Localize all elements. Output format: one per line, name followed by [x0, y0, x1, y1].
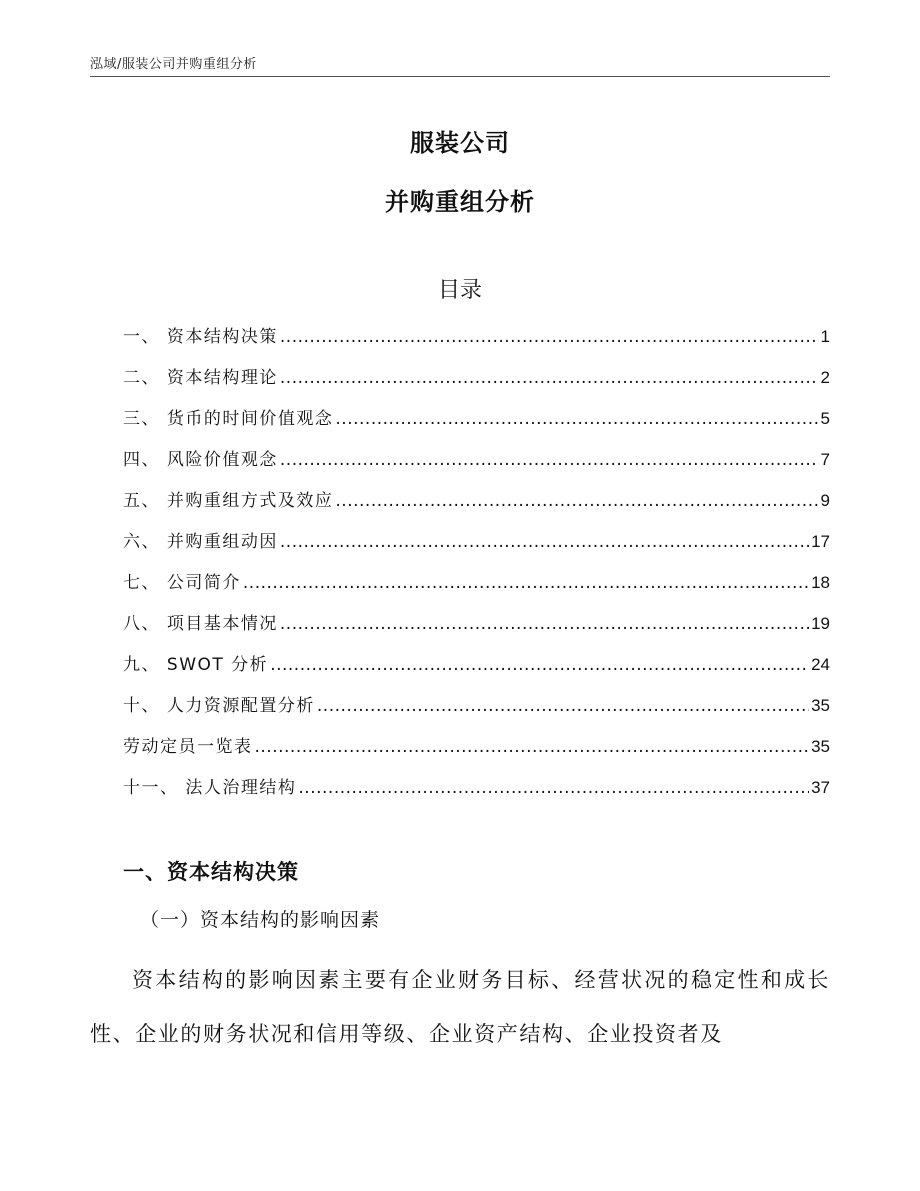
toc-entry[interactable] — [123, 649, 830, 690]
toc-entry-page: 37 — [811, 778, 830, 797]
toc-entry-label: 五、 并购重组方式及效应 — [123, 491, 334, 511]
toc-entry-label: 二、 资本结构理论 — [123, 368, 278, 388]
toc-entry[interactable] — [123, 567, 830, 608]
toc-leader-dots — [255, 732, 810, 763]
toc-entry[interactable] — [123, 403, 830, 444]
body-paragraph: 资本结构的影响因素主要有企业财务目标、经营状况的稳定性和成长性、企业的财务状况和信用等级、企业资产结构、企业投资者及 — [90, 968, 830, 1046]
toc-entry-label: 九、 SWOT 分析 — [123, 655, 269, 675]
toc-entry-label: 三、 货币的时间价值观念 — [123, 409, 334, 429]
sub-heading: （一）资本结构的影响因素 — [140, 909, 381, 931]
toc-entry-page: 35 — [811, 737, 830, 756]
toc-entry[interactable] — [123, 731, 830, 772]
toc-entry-page: 19 — [811, 614, 830, 633]
toc-entry[interactable] — [123, 772, 830, 813]
toc-entry-page: 1 — [820, 327, 830, 346]
toc-entry[interactable] — [123, 608, 830, 649]
toc-entry-label: 七、 公司简介 — [123, 573, 241, 593]
toc-entry-page: 5 — [820, 409, 830, 428]
toc-entry-label: 十一、 法人治理结构 — [123, 778, 297, 798]
toc-entry-label: 八、 项目基本情况 — [123, 614, 278, 634]
toc-entry[interactable] — [123, 444, 830, 485]
document-subtitle: 并购重组分析 — [385, 188, 535, 216]
toc-leader-dots — [298, 773, 809, 804]
toc-entry-label: 六、 并购重组动因 — [123, 532, 278, 552]
toc-entry-label: 劳动定员一览表 — [123, 737, 253, 757]
toc-leader-dots — [317, 691, 809, 722]
table-of-contents — [123, 321, 830, 813]
toc-leader-dots — [280, 527, 809, 558]
toc-entry-page: 7 — [820, 450, 830, 469]
toc-entry[interactable] — [123, 526, 830, 567]
toc-entry-page: 17 — [811, 532, 830, 551]
toc-entry-label: 一、 资本结构决策 — [123, 327, 278, 347]
toc-leader-dots — [280, 609, 809, 640]
toc-heading: 目录 — [437, 278, 482, 303]
toc-entry-page: 2 — [820, 368, 830, 387]
section-heading: 一、资本结构决策 — [123, 860, 299, 884]
toc-leader-dots — [335, 486, 818, 517]
toc-leader-dots — [335, 404, 818, 435]
header-divider — [90, 76, 830, 77]
toc-leader-dots — [280, 322, 819, 353]
toc-entry[interactable] — [123, 690, 830, 731]
toc-entry[interactable] — [123, 321, 830, 362]
toc-entry-page: 35 — [811, 696, 830, 715]
toc-entry-page: 18 — [811, 573, 830, 592]
toc-leader-dots — [270, 650, 809, 681]
document-title: 服装公司 — [410, 129, 510, 157]
toc-entry-page: 24 — [811, 655, 830, 674]
toc-leader-dots — [280, 363, 819, 394]
running-header: 泓域/服装公司并购重组分析 — [90, 57, 257, 72]
toc-leader-dots — [280, 445, 819, 476]
toc-entry-label: 四、 风险价值观念 — [123, 450, 278, 470]
toc-entry-page: 9 — [820, 491, 830, 510]
toc-entry-label: 十、 人力资源配置分析 — [123, 696, 315, 716]
toc-entry[interactable] — [123, 362, 830, 403]
toc-leader-dots — [243, 568, 809, 599]
toc-entry[interactable] — [123, 485, 830, 526]
